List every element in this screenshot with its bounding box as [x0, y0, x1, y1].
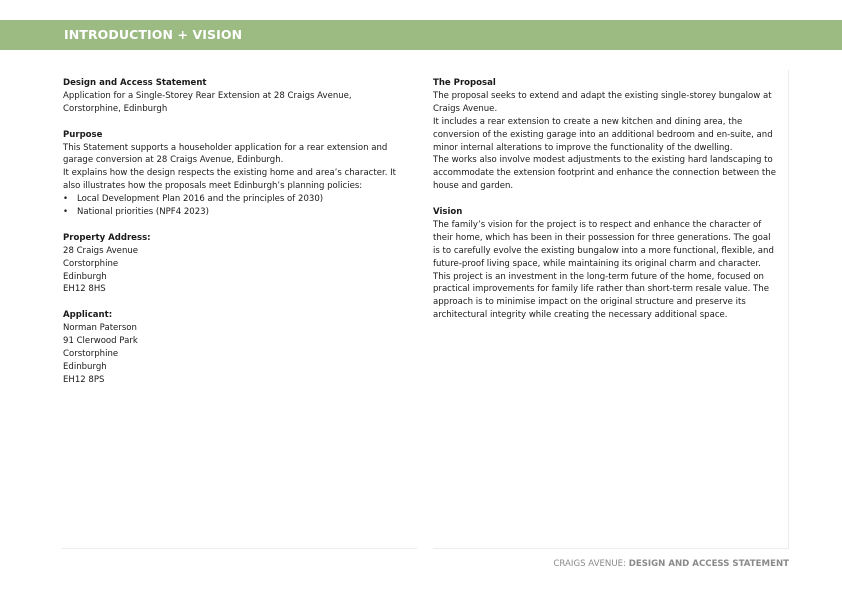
footer-title: DESIGN AND ACCESS STATEMENT — [628, 559, 789, 569]
applicant-line: 91 Clerwood Park — [63, 336, 138, 347]
statement-heading: Design and Access Statement — [63, 78, 207, 88]
statement-text: Application for a Single-Storey Rear Extension at 28 Craigs Avenue, Corstorphine, Edinburgh — [63, 90, 352, 114]
statement-section — [63, 77, 408, 116]
applicant-line: EH12 8PS — [63, 374, 105, 385]
address-line: 28 Craigs Avenue — [63, 245, 139, 256]
footer-prefix: CRAIGS AVENUE: — [553, 559, 629, 569]
proposal-heading: The Proposal — [433, 78, 496, 88]
bullet-icon: • — [63, 194, 69, 205]
purpose-text-1: This Statement supports a householder application for a rear extension and garage conversion at 28 Craigs Avenue, Edinburgh. — [63, 142, 388, 166]
section-banner — [0, 20, 842, 50]
applicant-line: Edinburgh — [63, 361, 107, 372]
purpose-section — [63, 129, 408, 219]
applicant-line: Corstorphine — [63, 348, 119, 359]
right-column — [433, 77, 779, 335]
page-footer — [553, 559, 789, 569]
applicant-heading: Applicant: — [63, 310, 113, 321]
property-address-heading: Property Address: — [63, 232, 151, 243]
vision-section — [433, 206, 779, 322]
property-address-section — [63, 232, 408, 297]
policy-item-label: National priorities (NPF4 2023) — [77, 207, 209, 218]
bottom-rule-right — [433, 548, 789, 549]
purpose-heading: Purpose — [63, 129, 103, 140]
bullet-icon: • — [63, 207, 69, 218]
list-item — [63, 193, 408, 206]
proposal-text-1: The proposal seeks to extend and adapt the existing single-storey bungalow at Craigs Avenue. — [433, 90, 772, 114]
page-title: INTRODUCTION + VISION — [64, 27, 243, 42]
proposal-text-3: The works also involve modest adjustments to the existing hard landscaping to accommodate the extension footprint and enhance the connection between the house and garden. — [433, 155, 776, 192]
bottom-rule-left — [62, 548, 417, 549]
purpose-text-2: It explains how the design respects the existing home and area’s character. It also illustrates how the proposals meet Edinburgh’s planning policies: — [63, 168, 397, 192]
address-line: Corstorphine — [63, 258, 119, 269]
policy-item-label: Local Development Plan 2016 and the principles of 2030) — [77, 194, 324, 205]
vision-text-2: This project is an investment in the long-term future of the home, focused on practical improvements for family life rather than short-term resale value. The approach is to minimise impact on the original structure and preserve its architectural integrity while creating the necessary additional space. — [433, 271, 769, 321]
column-divider — [788, 70, 789, 548]
address-line: Edinburgh — [63, 271, 107, 282]
address-line: EH12 8HS — [63, 284, 106, 295]
applicant-line: Norman Paterson — [63, 323, 137, 334]
policy-list — [63, 193, 408, 219]
proposal-text-2: It includes a rear extension to create a new kitchen and dining area, the conversion of the existing garage into an additional bedroom and en-suite, and minor internal alterations to improve the functionality of the dwelling. — [433, 116, 773, 153]
left-column — [63, 77, 408, 400]
vision-text-1: The family’s vision for the project is to respect and enhance the character of their home, which has been in their possession for three generations. The goal is to carefully evolve the existing bungalow into a more functional, flexible, and future-proof living space, while maintaining its original charm and character. — [433, 219, 774, 269]
vision-heading: Vision — [433, 207, 463, 218]
proposal-section — [433, 77, 779, 193]
applicant-section — [63, 309, 408, 386]
list-item — [63, 206, 408, 219]
